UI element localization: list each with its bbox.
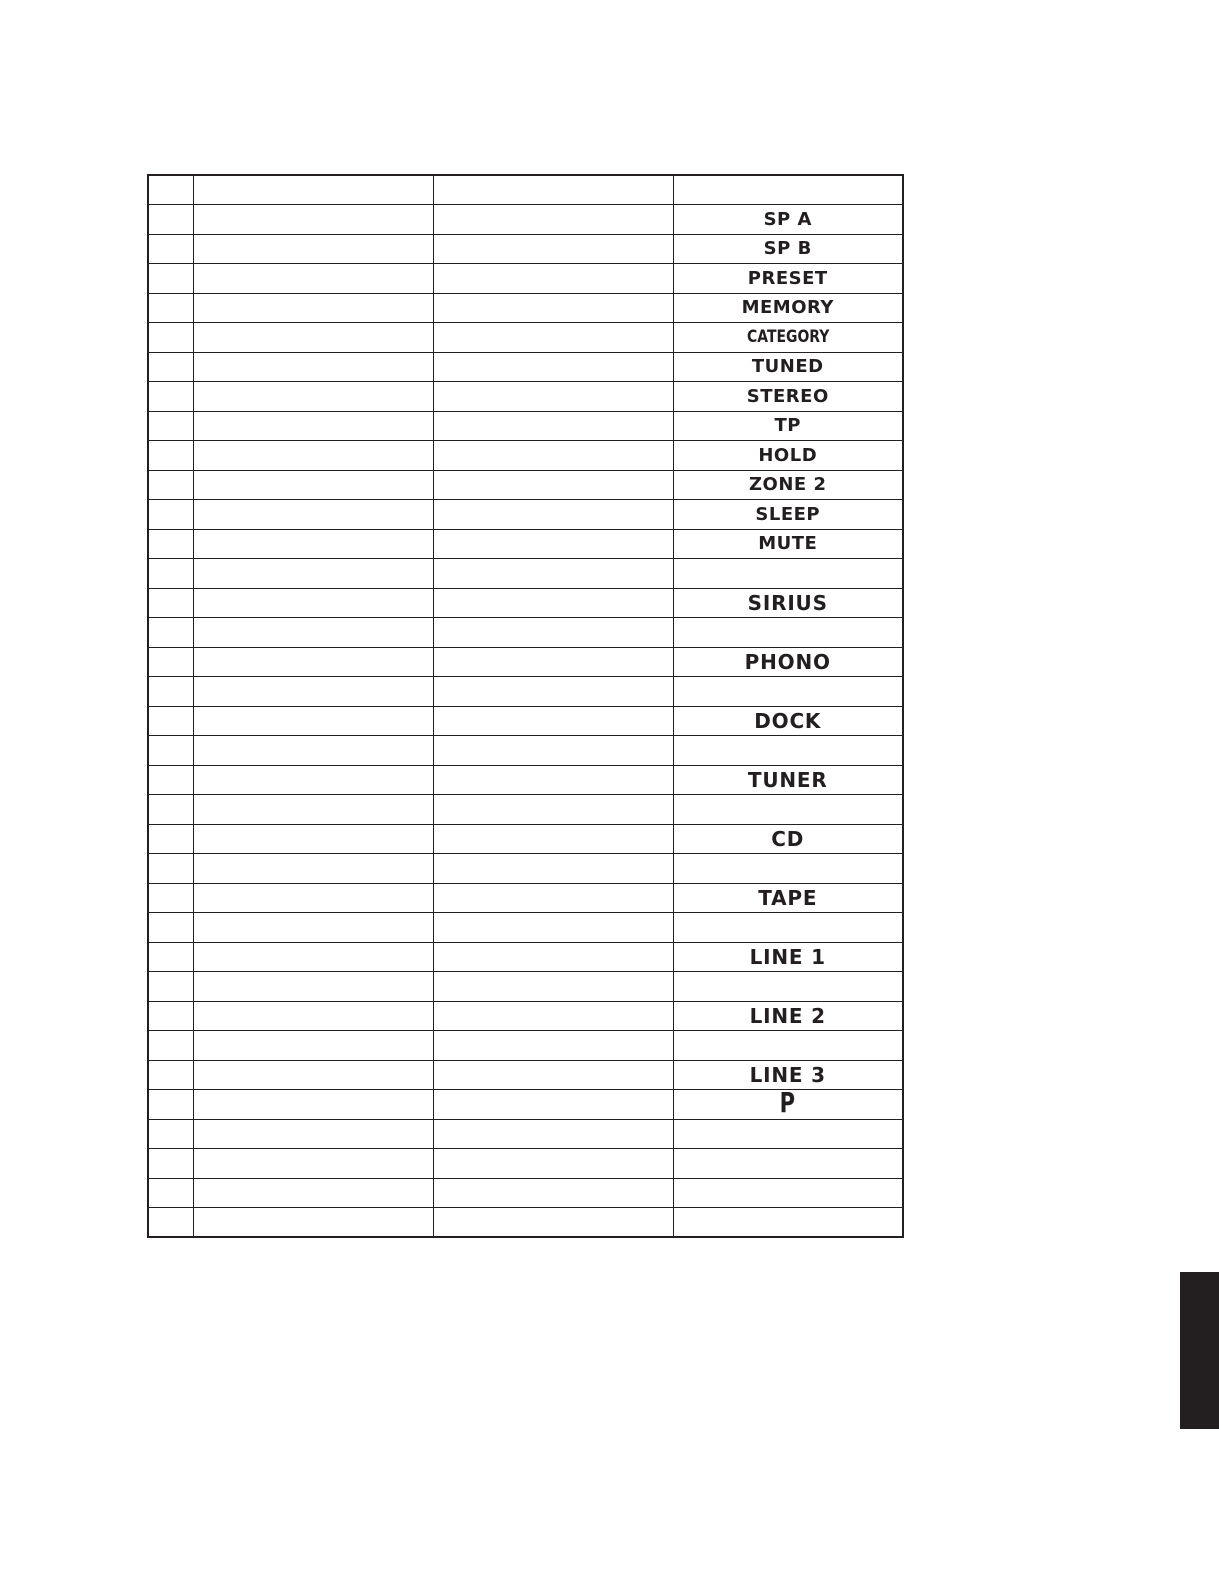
col-b-cell: [433, 765, 673, 795]
table-row: [148, 352, 903, 382]
segment-cell: [673, 205, 903, 235]
segment-label: P: [779, 1085, 796, 1119]
col-b-cell: [433, 559, 673, 589]
no-cell: [148, 972, 193, 1002]
col-b-cell: [433, 1001, 673, 1031]
col-a-cell: [193, 323, 433, 353]
segment-cell: [673, 795, 903, 825]
col-b-cell: [433, 1060, 673, 1090]
col-b-cell: [433, 618, 673, 648]
no-cell: [148, 559, 193, 589]
segment-label: LINE 1: [749, 944, 826, 969]
col-a-cell: [193, 411, 433, 441]
table-row: [148, 470, 903, 500]
col-a-cell: [193, 234, 433, 264]
no-cell: [148, 441, 193, 471]
segment-label: DOCK: [754, 708, 822, 733]
no-cell: [148, 1001, 193, 1031]
segment-label: TP: [774, 415, 801, 437]
col-a-cell: [193, 765, 433, 795]
table-row: [148, 323, 903, 353]
col-a-cell: [193, 647, 433, 677]
col-b-cell: [433, 677, 673, 707]
no-cell: [148, 234, 193, 264]
col-b-cell: [433, 913, 673, 943]
col-b-cell: [433, 1119, 673, 1149]
col-a-cell: [193, 1031, 433, 1061]
col-a-cell: [193, 883, 433, 913]
no-cell: [148, 1208, 193, 1238]
col-b-cell: [433, 1149, 673, 1179]
col-a-cell: [193, 795, 433, 825]
segment-cell: [673, 647, 903, 677]
segment-cell: [673, 588, 903, 618]
table-row: [148, 795, 903, 825]
segment-label: MEMORY: [741, 297, 834, 319]
table-row: [148, 1149, 903, 1179]
table-row: [148, 411, 903, 441]
col-b-cell: [433, 293, 673, 323]
col-b-cell: [433, 411, 673, 441]
table-row: [148, 647, 903, 677]
segment-cell: [673, 470, 903, 500]
col-b-cell: [433, 1090, 673, 1120]
segment-cell: [673, 293, 903, 323]
col-b-cell: [433, 972, 673, 1002]
col-a-cell: [193, 1060, 433, 1090]
no-cell: [148, 824, 193, 854]
table-row: [148, 677, 903, 707]
segment-cell: [673, 765, 903, 795]
col-a-cell: [193, 854, 433, 884]
segment-label: SP A: [763, 208, 812, 230]
no-cell: [148, 765, 193, 795]
no-cell: [148, 205, 193, 235]
segment-cell: [673, 1031, 903, 1061]
col-b-cell: [433, 824, 673, 854]
no-cell: [148, 1119, 193, 1149]
col-b-cell: [433, 352, 673, 382]
table-row: [148, 1090, 903, 1120]
col-a-cell: [193, 205, 433, 235]
table-row: [148, 736, 903, 766]
col-a-cell: [193, 175, 433, 205]
segment-label: MUTE: [758, 533, 818, 555]
col-a-cell: [193, 972, 433, 1002]
no-cell: [148, 470, 193, 500]
no-cell: [148, 795, 193, 825]
table-row: [148, 588, 903, 618]
segment-cell: [673, 706, 903, 736]
col-b-cell: [433, 706, 673, 736]
segment-label: TAPE: [758, 885, 818, 910]
table-row: [148, 824, 903, 854]
col-a-cell: [193, 1208, 433, 1238]
segment-cell: [673, 175, 903, 205]
col-b-cell: [433, 264, 673, 294]
table-row: [148, 1178, 903, 1208]
segment-cell: [673, 824, 903, 854]
segment-label: HOLD: [758, 444, 818, 466]
col-a-cell: [193, 677, 433, 707]
segment-label: ZONE 2: [748, 474, 827, 496]
segment-cell: [673, 883, 903, 913]
no-cell: [148, 352, 193, 382]
table-row: [148, 883, 903, 913]
col-a-cell: [193, 1149, 433, 1179]
segment-cell: [673, 500, 903, 530]
table-row: [148, 205, 903, 235]
col-a-cell: [193, 824, 433, 854]
no-cell: [148, 854, 193, 884]
col-a-cell: [193, 618, 433, 648]
table-row: [148, 264, 903, 294]
no-cell: [148, 736, 193, 766]
no-cell: [148, 1178, 193, 1208]
table-row: [148, 706, 903, 736]
segment-cell: [673, 1119, 903, 1149]
segment-label: CATEGORY: [746, 327, 829, 348]
segment-label: CD: [771, 826, 805, 851]
no-cell: [148, 1060, 193, 1090]
col-b-cell: [433, 588, 673, 618]
segment-label: TUNED: [751, 356, 824, 378]
segment-cell: [673, 1085, 903, 1120]
no-cell: [148, 677, 193, 707]
no-cell: [148, 913, 193, 943]
col-b-cell: [433, 500, 673, 530]
col-a-cell: [193, 1178, 433, 1208]
table-row: [148, 234, 903, 264]
segment-cell: [673, 736, 903, 766]
segment-cell: [673, 1149, 903, 1179]
segment-cell: [673, 913, 903, 943]
table-row: [148, 1001, 903, 1031]
side-index-tab: [1180, 1272, 1219, 1429]
no-cell: [148, 647, 193, 677]
segment-cell: [673, 323, 903, 353]
col-b-cell: [433, 854, 673, 884]
col-a-cell: [193, 352, 433, 382]
segment-cell: [673, 942, 903, 972]
segment-cell: [673, 677, 903, 707]
table-row: [148, 1031, 903, 1061]
segment-label: PHONO: [744, 649, 831, 674]
segment-label: TUNER: [747, 767, 828, 792]
col-a-cell: [193, 913, 433, 943]
segment-cell: [673, 1178, 903, 1208]
segment-cell: [673, 264, 903, 294]
no-cell: [148, 411, 193, 441]
col-a-cell: [193, 942, 433, 972]
col-b-cell: [433, 942, 673, 972]
table-row: [148, 382, 903, 412]
segment-cell: [673, 382, 903, 412]
col-a-cell: [193, 382, 433, 412]
segment-label: STEREO: [746, 385, 829, 407]
table-row: [148, 942, 903, 972]
segment-cell: [673, 1208, 903, 1238]
table-row: [148, 1119, 903, 1149]
segment-label: LINE 2: [749, 1003, 826, 1028]
no-cell: [148, 588, 193, 618]
no-cell: [148, 264, 193, 294]
segment-cell: [673, 618, 903, 648]
col-b-cell: [433, 234, 673, 264]
col-b-cell: [433, 175, 673, 205]
table-row: [148, 854, 903, 884]
no-cell: [148, 706, 193, 736]
col-a-cell: [193, 1090, 433, 1120]
col-b-cell: [433, 205, 673, 235]
table-row: [148, 559, 903, 589]
col-b-cell: [433, 883, 673, 913]
table-row: [148, 618, 903, 648]
col-a-cell: [193, 470, 433, 500]
segment-label: PRESET: [747, 267, 828, 289]
table-row: [148, 175, 903, 205]
no-cell: [148, 618, 193, 648]
col-a-cell: [193, 588, 433, 618]
col-b-cell: [433, 1031, 673, 1061]
col-b-cell: [433, 441, 673, 471]
no-cell: [148, 1090, 193, 1120]
col-b-cell: [433, 470, 673, 500]
no-cell: [148, 942, 193, 972]
table-row: [148, 972, 903, 1002]
segment-cell: [673, 529, 903, 559]
col-a-cell: [193, 736, 433, 766]
col-b-cell: [433, 795, 673, 825]
col-b-cell: [433, 736, 673, 766]
col-b-cell: [433, 323, 673, 353]
table-row: [148, 441, 903, 471]
segment-label: LINE 3: [749, 1062, 826, 1087]
col-a-cell: [193, 500, 433, 530]
no-cell: [148, 529, 193, 559]
table-row: [148, 765, 903, 795]
col-a-cell: [193, 441, 433, 471]
no-cell: [148, 1031, 193, 1061]
no-cell: [148, 382, 193, 412]
no-cell: [148, 323, 193, 353]
col-a-cell: [193, 293, 433, 323]
segment-cell: [673, 352, 903, 382]
segment-cell: [673, 411, 903, 441]
segment-cell: [673, 854, 903, 884]
col-a-cell: [193, 1119, 433, 1149]
col-a-cell: [193, 264, 433, 294]
segment-cell: [673, 234, 903, 264]
no-cell: [148, 293, 193, 323]
segment-label: SIRIUS: [747, 590, 828, 615]
table-row: [148, 500, 903, 530]
col-a-cell: [193, 559, 433, 589]
col-b-cell: [433, 1208, 673, 1238]
table-row: [148, 529, 903, 559]
col-b-cell: [433, 647, 673, 677]
segment-cell: [673, 1001, 903, 1031]
col-b-cell: [433, 1178, 673, 1208]
col-a-cell: [193, 529, 433, 559]
col-b-cell: [433, 529, 673, 559]
segment-label: SLEEP: [755, 503, 821, 525]
segment-cell: [673, 441, 903, 471]
display-segment-table: [147, 174, 904, 1238]
col-b-cell: [433, 382, 673, 412]
segment-label: SP B: [763, 238, 812, 260]
col-a-cell: [193, 706, 433, 736]
segment-cell: [673, 972, 903, 1002]
col-a-cell: [193, 1001, 433, 1031]
no-cell: [148, 1149, 193, 1179]
no-cell: [148, 175, 193, 205]
no-cell: [148, 883, 193, 913]
table-body: [148, 175, 903, 1237]
segment-cell: [673, 559, 903, 589]
table-row: [148, 293, 903, 323]
no-cell: [148, 500, 193, 530]
table-row: [148, 913, 903, 943]
table-row: [148, 1208, 903, 1238]
